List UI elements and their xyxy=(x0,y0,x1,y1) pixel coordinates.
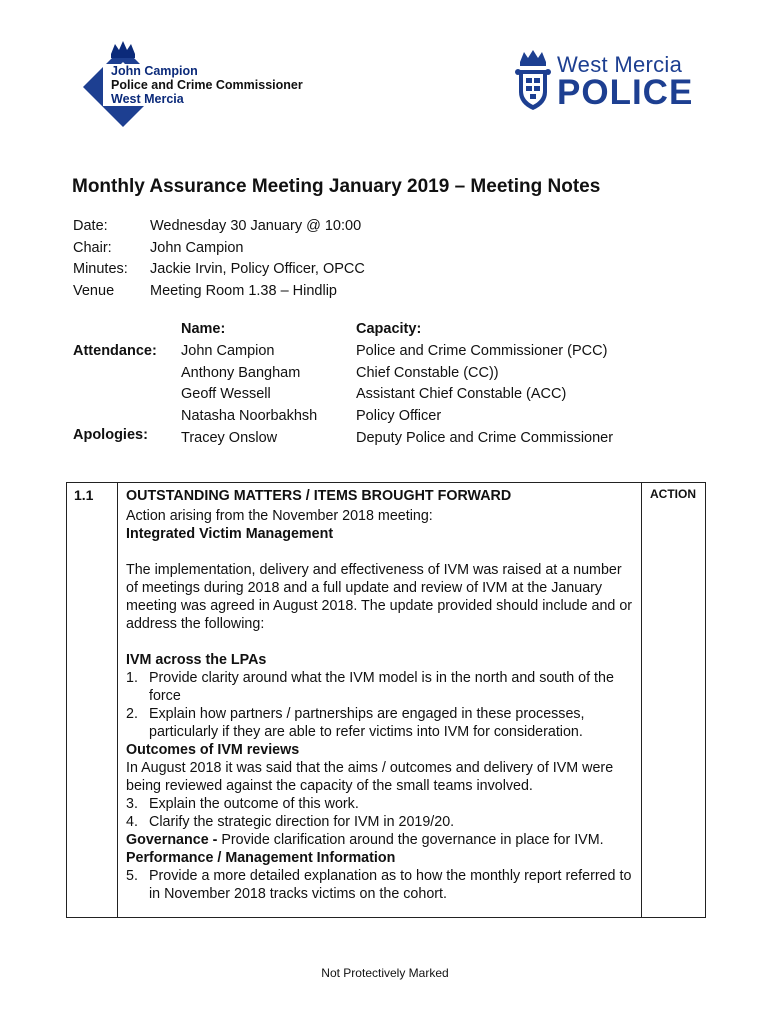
performance-heading: Performance / Management Information xyxy=(126,850,396,866)
list-text: Explain the outcome of this work. xyxy=(149,796,359,812)
list-item xyxy=(126,669,636,705)
attendee-name: John Campion xyxy=(181,343,275,359)
list-number: 3. xyxy=(126,796,138,812)
governance-text: Provide clarification around the governance in place for IVM. xyxy=(217,832,604,848)
list-number: 4. xyxy=(126,814,138,830)
footer-marking: Not Protectively Marked xyxy=(321,966,449,980)
list-item xyxy=(126,867,636,903)
list-text: Provide clarity around what the IVM model is in the north and south of the force xyxy=(149,670,614,704)
police-crest-icon xyxy=(514,48,552,112)
name-column-header: Name: xyxy=(181,321,226,337)
meta-value-venue: Meeting Room 1.38 – Hindlip xyxy=(150,283,337,299)
meta-label-date: Date: xyxy=(73,218,108,234)
list-number: 2. xyxy=(126,706,138,722)
attendee-capacity: Chief Constable (CC)) xyxy=(356,365,499,381)
list-number: 1. xyxy=(126,670,138,686)
document-title: Monthly Assurance Meeting January 2019 – Meeting Notes xyxy=(72,176,601,197)
governance-heading: Governance - xyxy=(126,832,218,848)
section-heading: OUTSTANDING MATTERS / ITEMS BROUGHT FORWARD xyxy=(126,488,512,504)
list-item xyxy=(126,795,636,813)
attendee-name: Natasha Noorbakhsh xyxy=(181,408,318,424)
meta-label-venue: Venue xyxy=(73,283,115,299)
table-content xyxy=(126,487,636,903)
meta-value-date: Wednesday 30 January @ 10:00 xyxy=(150,218,362,234)
apologies-label: Apologies: xyxy=(73,427,148,443)
pcc-logo-text xyxy=(111,64,303,106)
action-column-header: ACTION xyxy=(650,487,696,501)
crown-icon xyxy=(111,41,135,58)
attendance-label: Attendance: xyxy=(73,343,157,359)
table-divider xyxy=(641,482,642,918)
outcomes-text: In August 2018 it was said that the aims / outcomes and delivery of IVM were being reviewed against the capacity of the small teams involved. xyxy=(126,760,614,794)
list-text: Explain how partners / partnerships are engaged in these processes, particularly if they are able to refer victims into IVM for consideration. xyxy=(149,706,585,740)
ivm-heading: IVM across the LPAs xyxy=(126,652,267,668)
intro-paragraph: The implementation, delivery and effectiveness of IVM was raised at a number of meetings during 2018 and a full update and review of IVM at the January meeting was agreed in August 2018. The update provided should include and or address the following: xyxy=(126,562,633,632)
meta-value-minutes: Jackie Irvin, Policy Officer, OPCC xyxy=(150,261,365,277)
list-item xyxy=(126,813,636,831)
attendee-capacity: Policy Officer xyxy=(356,408,442,424)
pcc-logo-line1: John Campion xyxy=(111,64,198,78)
attendee-capacity: Police and Crime Commissioner (PCC) xyxy=(356,343,608,359)
meta-label-minutes: Minutes: xyxy=(73,261,128,277)
item-number: 1.1 xyxy=(74,487,94,503)
meta-value-chair: John Campion xyxy=(150,240,244,256)
list-number: 5. xyxy=(126,868,138,884)
table-divider xyxy=(117,482,118,918)
attendee-capacity: Assistant Chief Constable (ACC) xyxy=(356,386,567,402)
police-logo-title: POLICE xyxy=(557,73,694,112)
meta-label-chair: Chair: xyxy=(73,240,112,256)
pcc-logo-line3: West Mercia xyxy=(111,92,184,106)
list-text: Clarify the strategic direction for IVM in 2019/20. xyxy=(149,814,455,830)
police-logo-subtitle: West Mercia xyxy=(557,52,683,77)
attendee-name: Anthony Bangham xyxy=(181,365,301,381)
governance-paragraph xyxy=(126,831,636,849)
section-subheading: Integrated Victim Management xyxy=(126,526,334,542)
apology-capacity: Deputy Police and Crime Commissioner xyxy=(356,430,614,446)
pcc-logo-line2: Police and Crime Commissioner xyxy=(111,78,303,92)
attendee-name: Geoff Wessell xyxy=(181,386,271,402)
arising-text: Action arising from the November 2018 meeting: xyxy=(126,508,433,524)
outcomes-heading: Outcomes of IVM reviews xyxy=(126,742,300,758)
capacity-column-header: Capacity: xyxy=(356,321,422,337)
list-item xyxy=(126,705,636,741)
list-text: Provide a more detailed explanation as to how the monthly report referred to in November 2018 tracks victims on the cohort. xyxy=(149,868,632,902)
apology-name: Tracey Onslow xyxy=(181,430,278,446)
